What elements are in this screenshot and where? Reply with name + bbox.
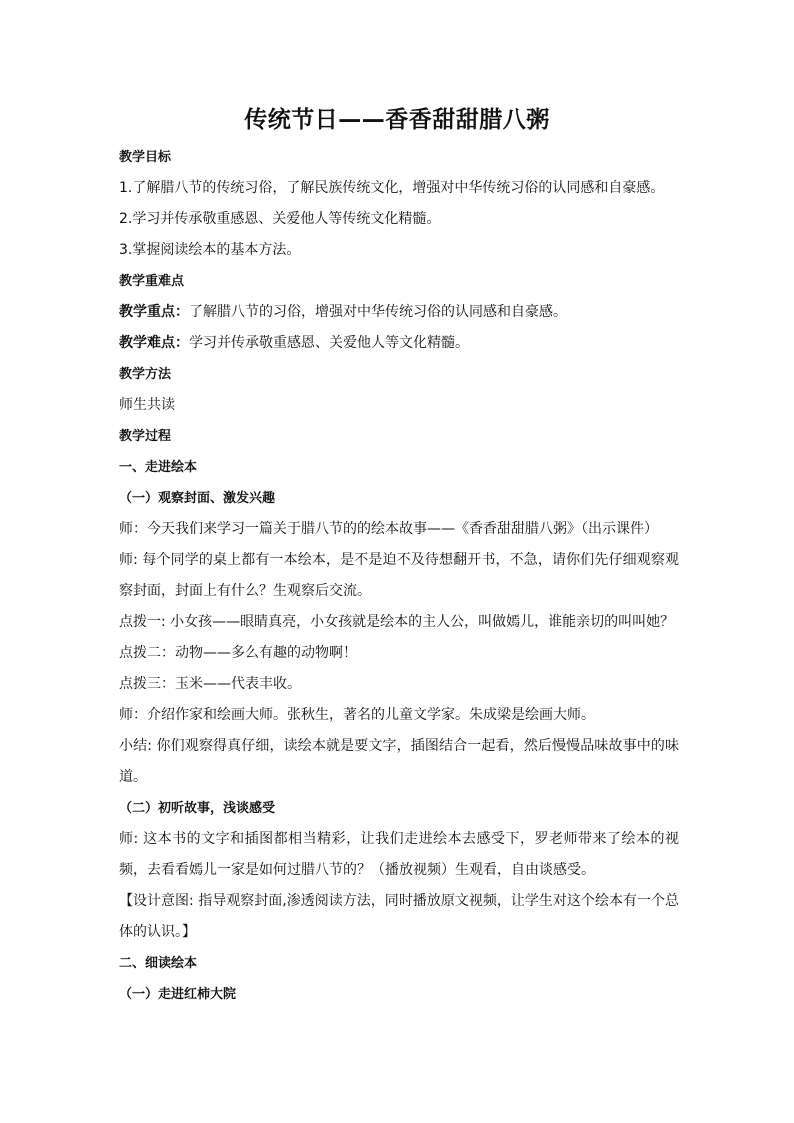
paragraph-1: 师：今天我们来学习一篇关于腊八节的的绘本故事——《香香甜甜腊八粥》（出示课件） — [119, 521, 658, 537]
paragraph-5: 点拨三：玉米——代表丰收。 — [119, 676, 301, 692]
paragraph-6: 师：介绍作家和绘画大师。张秋生，著名的儿童文学家。朱成梁是绘画大师。 — [119, 707, 595, 723]
goal-3: 3.掌握阅读绘本的基本方法。 — [119, 242, 301, 258]
method-text: 师生共读 — [119, 397, 175, 413]
goals-heading: 教学目标 — [119, 150, 172, 165]
key-difficulty-heading: 教学重难点 — [119, 274, 185, 289]
paragraph-9: 【设计意图: 指导观察封面,渗透阅读方法，同时播放原文视频，让学生对这个绘本有一个总体的认识。】 — [119, 893, 679, 940]
document-body — [119, 142, 679, 1010]
goal-1: 1.了解腊八节的传统习俗，了解民族传统文化，增强对中华传统习俗的认同感和自豪感。 — [119, 180, 665, 196]
difficulty-label: 教学难点： — [119, 335, 189, 351]
paragraph-3: 点拨一: 小女孩——眼睛真亮，小女孩就是绘本的主人公，叫做嫣儿，谁能亲切的叫叫她？ — [119, 614, 675, 630]
difficulty-point — [119, 328, 679, 359]
key-point-text: 了解腊八节的习俗，增强对中华传统习俗的认同感和自豪感。 — [189, 304, 567, 320]
key-point — [119, 297, 679, 328]
document-title: 传统节日——香香甜甜腊八粥 — [244, 107, 550, 133]
paragraph-4: 点拨二：动物——多么有趣的动物啊！ — [119, 645, 357, 661]
part2-subheading-1: （一）走进红柿大院 — [119, 987, 237, 1002]
part1-heading: 一、走进绘本 — [119, 460, 198, 475]
process-heading: 教学过程 — [119, 429, 172, 444]
part2-heading: 二、细读绘本 — [119, 956, 198, 971]
paragraph-2: 师: 每个同学的桌上都有一本绘本，是不是迫不及待想翻开书，不急，请你们先仔细观察观察封面，封面上有什么？生观察后交流。 — [119, 552, 679, 599]
key-point-label: 教学重点： — [119, 304, 189, 320]
paragraph-7: 小结: 你们观察得真仔细，读绘本就是要文字，插图结合一起看，然后慢慢品味故事中的味道。 — [119, 738, 679, 785]
part1-subheading-2: （二）初听故事，浅谈感受 — [119, 801, 276, 816]
goal-2: 2.学习并传承敬重感恩、关爱他人等传统文化精髓。 — [119, 211, 441, 227]
paragraph-8: 师: 这本书的文字和插图都相当精彩，让我们走进绘本去感受下，罗老师带来了绘本的视频，去看看嫣儿一家是如何过腊八节的？（播放视频）生观看，自由谈感受。 — [119, 831, 679, 878]
method-heading: 教学方法 — [119, 367, 172, 382]
part1-subheading-1: （一）观察封面、激发兴趣 — [119, 491, 276, 506]
difficulty-text: 学习并传承敬重感恩、关爱他人等文化精髓。 — [189, 335, 469, 351]
